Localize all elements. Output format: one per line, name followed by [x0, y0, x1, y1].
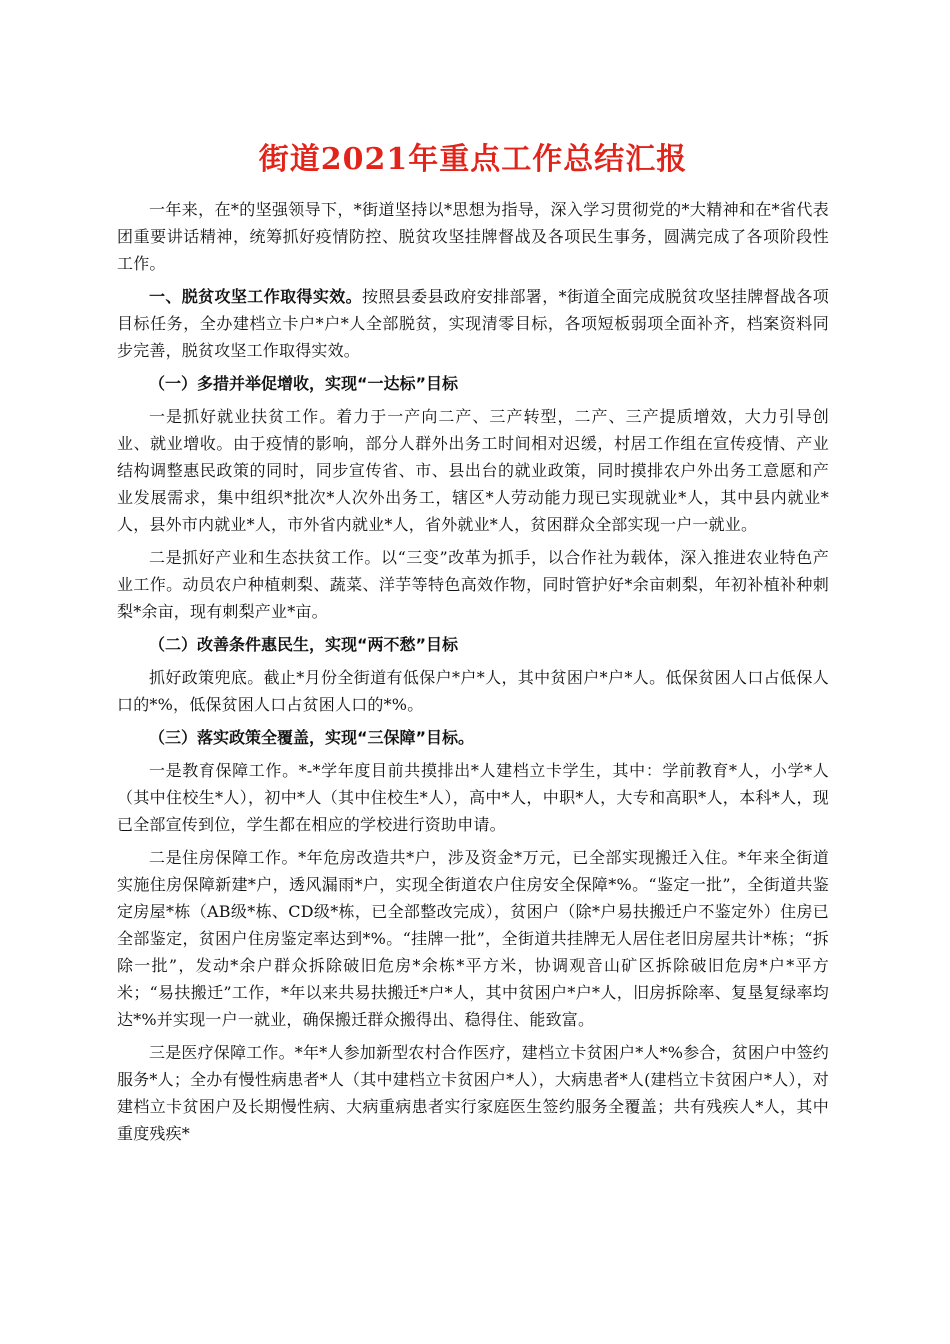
section-1-heading: 一、脱贫攻坚工作取得实效。: [149, 287, 363, 306]
section-1-paragraph: [117, 283, 829, 364]
subsection-1-paragraph-1: 一是抓好就业扶贫工作。着力于一产向二产、三产转型，二产、三产提质增效，大力引导创业、就业增收。由于疫情的影响，部分人群外出务工时间相对迟缓，村居工作组在宣传疫情、产业结构调整惠民政策的同时，同步宣传省、市、县出台的就业政策，同时摸排农户外出务工意愿和产业发展需求，集中组织*批次*人次外出务工，辖区*人劳动能力现已实现就业*人，其中县内就业*人，县外市内就业*人，市外省内就业*人，省外就业*人，贫困群众全部实现一户一就业。: [117, 407, 829, 534]
subsection-3-paragraph-1: 一是教育保障工作。*-*学年度目前共摸排出*人建档立卡学生，其中：学前教育*人，小学*人（其中住校生*人），初中*人（其中住校生*人），高中*人，中职*人，大专和高职*人，本科*人，现已全部宣传到位，学生都在相应的学校进行资助申请。: [117, 761, 829, 834]
subsection-3-paragraph-2: 二是住房保障工作。*年危房改造共*户，涉及资金*万元，已全部实现搬迁入住。*年来全街道实施住房保障新建*户，透风漏雨*户，实现全街道农户住房安全保障*%。“鉴定一批”，全街道共鉴定房屋*栋（AB级*栋、CD级*栋，已全部整改完成），贫困户（除*户易扶搬迁户不鉴定外）住房已全部鉴定，贫困户住房鉴定率达到*%。“挂牌一批”，全街道共挂牌无人居住老旧房屋共计*栋；“拆除一批”，发动*余户群众拆除破旧危房*余栋*平方米，协调观音山矿区拆除破旧危房*户*平方米；“易扶搬迁”工作，*年以来共易扶搬迁*户*人，其中贫困户*户*人，旧房拆除率、复垦复绿率均达*%并实现一户一就业，确保搬迁群众搬得出、稳得住、能致富。: [117, 848, 829, 1029]
section-1-text: 按照县委县政府安排部署，*街道全面完成脱贫攻坚挂牌督战各项目标任务，全办建档立卡户*户*人全部脱贫，实现清零目标，各项短板弱项全面补齐，档案资料同步完善，脱贫攻坚工作取得实效。: [117, 287, 829, 360]
document-body: [117, 132, 829, 1153]
subsection-2-paragraph-1: 抓好政策兜底。截止*月份全街道有低保户*户*人，其中贫困户*户*人。低保贫困人口占低保人口的*%，低保贫困人口占贫困人口的*%。: [117, 668, 829, 714]
document-title: 街道2021年重点工作总结汇报: [258, 142, 688, 177]
intro-paragraph: 一年来，在*的坚强领导下，*街道坚持以*思想为指导，深入学习贯彻党的*大精神和在*省代表团重要讲话精神，统筹抓好疫情防控、脱贫攻坚挂牌督战及各项民生事务，圆满完成了各项阶段性工作。: [117, 200, 829, 273]
subsection-1-paragraph-2: 二是抓好产业和生态扶贫工作。以“三变”改革为抓手，以合作社为载体，深入推进农业特色产业工作。动员农户种植刺梨、蔬菜、洋芋等特色高效作物，同时管护好*余亩刺梨，年初补植补种刺梨*余亩，现有刺梨产业*亩。: [117, 548, 829, 621]
subsection-3-paragraph-3: 三是医疗保障工作。*年*人参加新型农村合作医疗，建档立卡贫困户*人*%参合，贫困户中签约服务*人；全办有慢性病患者*人（其中建档立卡贫困户*人），大病患者*人(建档立卡贫困户*人），对建档立卡贫困户及长期慢性病、大病重病患者实行家庭医生签约服务全覆盖；共有残疾人*人，其中重度残疾*: [117, 1043, 830, 1143]
subsection-3-heading: （三）落实政策全覆盖，实现“三保障”目标。: [149, 728, 475, 747]
subsection-1-heading: （一）多措并举促增收，实现“一达标”目标: [149, 374, 459, 393]
subsection-2-heading: （二）改善条件惠民生，实现“两不愁”目标: [149, 635, 459, 654]
